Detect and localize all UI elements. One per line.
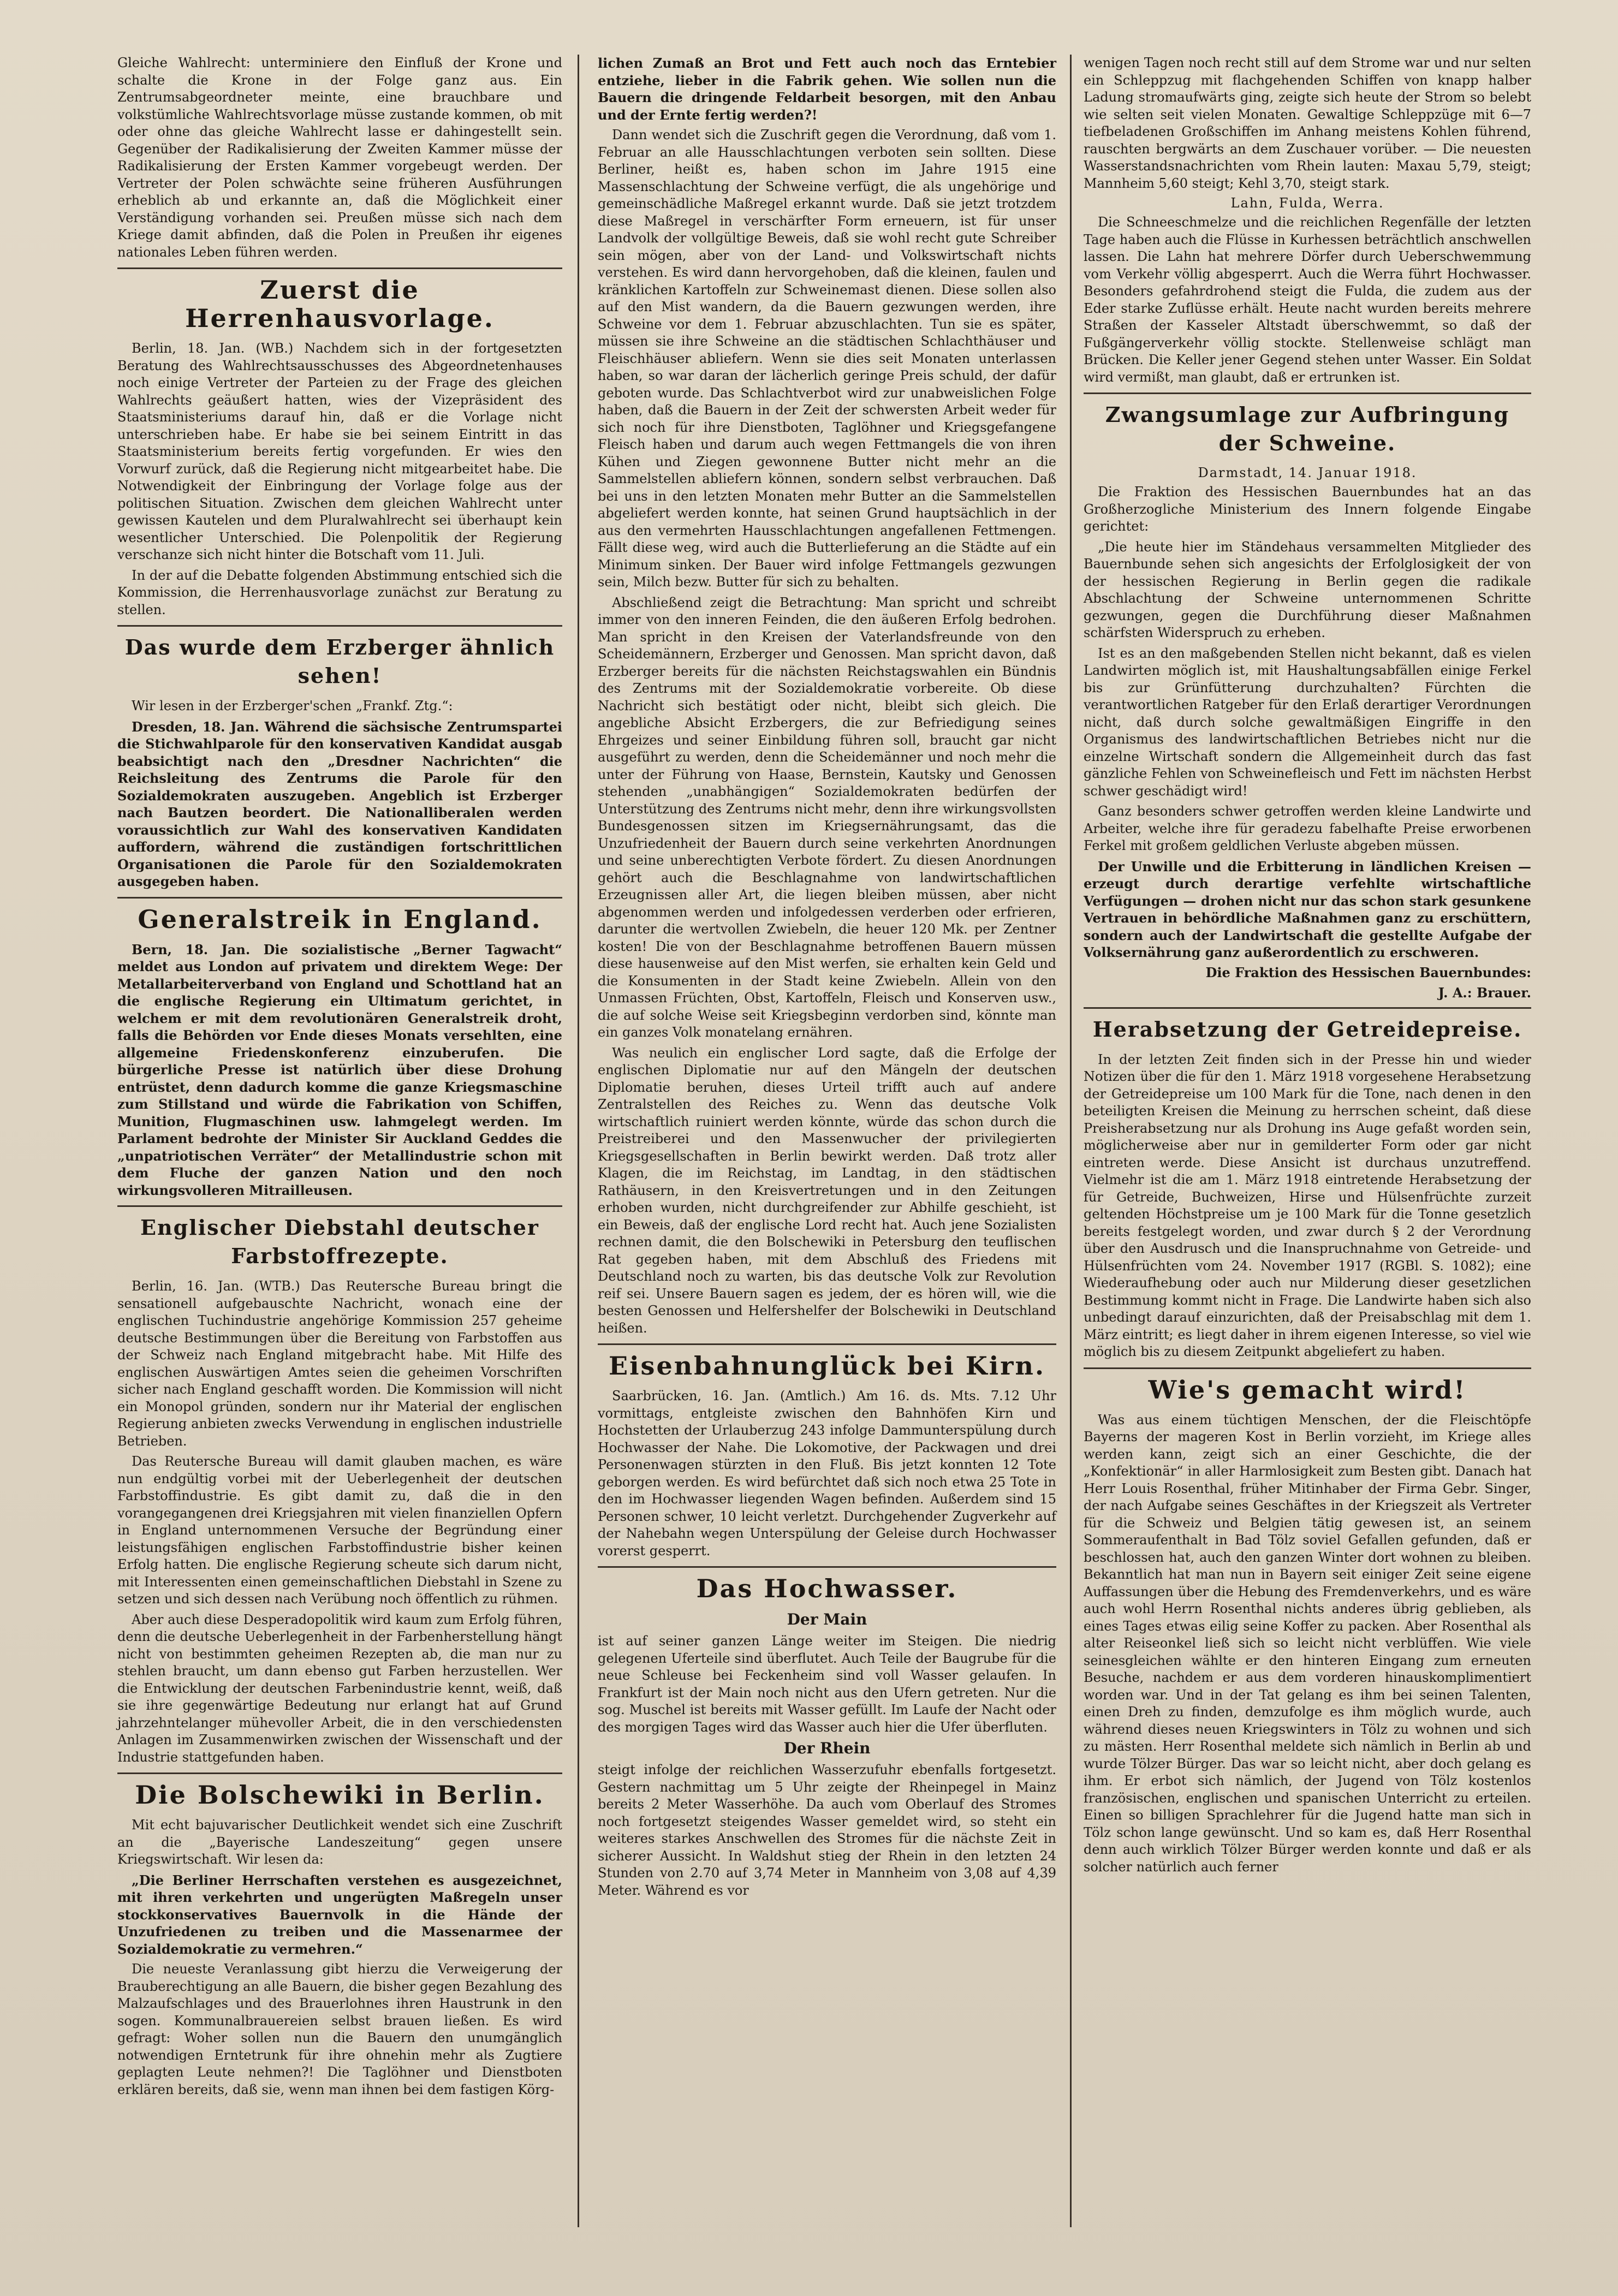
- paragraph: Aber auch diese Desperadopolitik wird kaum zum Erfolg führen, denn die deutsche Ueberlegenheit in der Farbenherstellung hängt nicht von bestimmten geheimen Rezepten ab, die man nur zu stehlen braucht, um dann ebenso gut Farben herzustellen. Wer die Entwicklung der deutschen Farbenindustrie kennt, weiß, daß sie ihre gegenwärtige Bedeutung nur erlangt hat auf Grund jahrzehntelanger mühevoller Arbeit, die in den verschiedensten Anlagen im Zusammenwirken zwischen der Wissenschaft und der Industrie stattgefunden haben.: [117, 1611, 562, 1765]
- headline-farbstoffrezepte: Englischer Diebstahl deutscher Farbstoffrezepte.: [140, 1215, 539, 1268]
- separator: [1084, 1007, 1531, 1009]
- separator: [1084, 1367, 1531, 1369]
- headline-hochwasser: Das Hochwasser.: [696, 1574, 958, 1603]
- paragraph: Die Fraktion des Hessischen Bauernbundes hat an das Großherzogliche Ministerium des Innern folgende Eingabe gerichtet:: [1084, 484, 1531, 534]
- headline-generalstreik: Generalstreik in England.: [138, 904, 542, 934]
- column-rule-2: [1070, 55, 1072, 2227]
- paragraph: Abschließend zeigt die Betrachtung: Man spricht und schreibt immer von den inneren Feinden, die den äußeren Erfolg bedrohen. Man spricht in den Kreisen der Vaterlandsfreunde von den Scheidemännern, Erzberger und Genossen. Man spricht davon, daß Erzberger bereits für die nächsten Reichstagswahlen ein Bündnis des Zentrums mit der Sozialdemokratie vorbereite. Ob diese Nachricht sich bestätigt oder nicht, bleibt sich gleich. Die angebliche Absicht Erzbergers, die zur Befriedigung seines Ehrgeizes und seiner Einbildung führen soll, braucht gar nicht ausgeführt zu werden, denn die Scheidemänner und noch mehr die unter der Führung von Haase, Bernstein, Kautsky und Genossen stehenden „unabhängigen“ Sozialdemokraten bedürfen der Unterstützung des Zentrums nicht mehr, denn ihre wirkungsvollsten Bundesgenossen sitzen im Kriegsernährungsamt, das die Unzufriedenheit der Bauern durch seine verkehrten Anordnungen und seine unberechtigten Verbote fördert. Zu diesen Anordnungen gehört auch die Beschlagnahme von landwirtschaftlichen Erzeugnissen aller Art, die liegen bleiben müssen, aber nicht abgenommen werden und infolgedessen verderben oder erfrieren, darunter die wertvollen Zwiebeln, die heuer 120 Mk. per Zentner kosten! Die von der Beschlagnahme betroffenen Bauern müssen diese hausenweise auf den Mist werfen, sie erhalten kein Geld und die Konsumenten in der Stadt keine Zwiebeln. Allein von den Unmassen Früchten, Obst, Kartoffeln, Fleisch und Konserven usw., die auf solche Weise seit Kriegsbeginn verdorben sind, könnte man ein ganzes Volk monatelang ernähren.: [598, 594, 1056, 1040]
- headline-herrenhausvorlage: Zuerst die Herrenhausvorlage.: [185, 275, 495, 333]
- paragraph: Der Unwille und die Erbitterung in ländlichen Kreisen — erzeugt durch derartige verfehlte wirtschaftliche Verfügungen — drohen nicht nur das schon stark gesunkene Vertrauen in behördliche Maßnahmen ganz zu erschüttern, sondern auch der Landwirtschaft die gestellte Aufgabe der Volksernährung ganz außerordentlich zu erschweren.: [1084, 858, 1531, 960]
- separator: [598, 1343, 1056, 1345]
- headline-wies-gemacht: Wie's gemacht wird!: [1148, 1375, 1467, 1405]
- paragraph: Ist es an den maßgebenden Stellen nicht bekannt, daß es vielen Landwirten möglich ist, mit Haushaltungsabfällen einige Ferkel bis zur Grünfütterung durchzuhalten? Fürchten die verantwortlichen Ratgeber für den Erlaß derartiger Verordnungen nicht, daß durch solche gewaltmäßigen Eingriffe in den Organismus des landwirtschaftlichen Betriebes nicht nur die einzelne Wirtschaft sondern die Allgemeinheit durch das fast gänzliche Fehlen von Schweinefleisch und Fett im nächsten Herbst schwer geschädigt wird!: [1084, 645, 1531, 799]
- separator: [598, 1566, 1056, 1568]
- separator: [117, 625, 562, 627]
- paragraph: Das Reutersche Bureau will damit glauben machen, es wäre nun endgültig vorbei mit der Ueberlegenheit der deutschen Farbstoffindustrie. Es gibt damit zu, daß die in den vorangegangenen drei Kriegsjahren mit vielen finanziellen Opfern in England unternommenen Versuche der Begründung einer leistungsfähigen englischen Farbstoffindustrie bisher keinen Erfolg hatten. Die englische Regierung scheute sich darum nicht, mit Interessenten einen gemeinschaftlichen Diebstahl in Szene zu setzen und sich dessen nach Verübung noch öffentlich zu rühmen.: [117, 1454, 562, 1607]
- paragraph: ist auf seiner ganzen Länge weiter im Steigen. Die niedrig gelegenen Uferteile sind überflutet. Auch Teile der Baugrube für die neue Schleuse bei Feckenheim sind voll Wasser gelaufen. In Frankfurt ist der Main noch nicht aus den Ufern getreten. Nur die sog. Muschel ist bereits mit Wasser gefüllt. Im Laufe der Nacht oder des morgigen Tages wird das Wasser auch hier die Ufer überfluten.: [598, 1633, 1056, 1735]
- paragraph: Die neueste Veranlassung gibt hierzu die Verweigerung der Brauberechtigung an alle Bauern, die bisher gegen Bezahlung des Malzaufschlages und des Brauerlohnes ihren Haustrunk in den sogen. Kommunalbrauereien selbst brauen ließen. Es wird gefragt: Woher sollen nun die Bauern den unumgänglich notwendigen Erntetrunk für ihre ohnehin mehr als Zugtiere geplagten Leute nehmen?! Die Taglöhner und Dienstboten erklären bereits, daß sie, wenn man ihnen bei dem fastigen Körg-: [117, 1961, 562, 2097]
- paragraph: In der letzten Zeit finden sich in der Presse hin und wieder Notizen über die für den 1. März 1918 vorgesehene Herabsetzung der Getreidepreise um 100 Mark für die Tone, nach denen in den beteiligten Kreisen die Meinung zu herrschen scheint, daß diese Preisherabsetzung nur als Drohung ins Auge gefaßt worden sein, möglicherweise aber nur in gemilderter Form oder gar nicht eintreten werde. Diese Ansicht ist durchaus unzutreffend. Vielmehr ist die am 1. März 1918 eintretende Herabsetzung der für Getreide, Buchweizen, Hirse und Hülsenfrüchte zurzeit geltenden Höchstpreise um je 100 Mark für die Tonne gesetzlich bereits festgelegt worden, und zwar durch § 2 der Verordnung über den Ausdrusch und die Inanspruchnahme von Getreide- und Hülsenfrüchten vom 24. November 1917 (RGBl. S. 1082); eine Wiederaufhebung oder auch nur Milderung dieser gesetzlichen Bestimmung kommt nicht in Frage. Die Landwirte haben sich also unbedingt darauf einzurichten, daß der Preisabschlag mit dem 1. März eintritt; es liegt daher in ihrem eigenen Interesse, so viel wie möglich bis zu diesem Zeitpunkt abgeliefert zu haben.: [1084, 1051, 1531, 1359]
- paragraph: Was aus einem tüchtigen Menschen, der die Fleischtöpfe Bayerns der mageren Kost in Berlin vorzieht, im Kriege alles werden kann, zeigt sich an einer Geschichte, die der „Konfektionär“ in aller Harmlosigkeit zum Besten gibt. Danach hat Herr Louis Rosenthal, früher Mitinhaber der Firma Gebr. Singer, der nach Aufgabe seines Geschäftes in der Kriegszeit als Vertreter für die Schweiz und Belgien tätig gewesen ist, an seinem Sommeraufenthalt in Bad Tölz soviel Gefallen gefunden, daß er beschlossen hat, auch den ganzen Winter dort wohnen zu bleiben. Bekanntlich hat man nun in Bayern seit einiger Zeit seine eigene Auffassungen über die Hebung des Fremdenverkehrs, und es wäre auch wohl Herrn Rosenthal nichts anderes übrig geblieben, als eines Tages etwas eilig seine Koffer zu packen. Aber Rosenthal als alter Reiseonkel ließ sich so leicht nicht verblüffen. Wie viele seinesgleichen wählte er den hinteren Eingang zum erneuten Besuche, nachdem er aus dem vorderen hinauskomplimentiert worden war. Und in der Tat gelang es ihm bei seinen Talenten, einen Dreh zu finden, demzufolge es ihm möglich wurde, auch während dieses neuen Kriegswinters in Tölz zu wohnen und sich zu mästen. Herr Rosenthal meldete sich nämlich in Berlin ab und wurde Tölzer Bürger. Das war so leicht nicht, aber doch gelang es ihm. Er erbot sich nämlich, der Jugend von Tölz kostenlos französischen, englischen und spanischen Unterricht zu erteilen. Einen so billigen Sprachlehrer für die Jugend hatte man sich in Tölz schon lange gewünscht. Und so kam es, daß Herr Rosenthal denn auch wirklich Tölzer Bürger werden konnte und daß er als solcher natürlich auch ferner: [1084, 1412, 1531, 1875]
- headline-bolschewiki: Die Bolschewiki in Berlin.: [135, 1780, 545, 1810]
- paragraph: Dann wendet sich die Zuschrift gegen die Verordnung, daß vom 1. Februar an alle Hausschlachtungen verboten sein sollten. Diese Berliner, heißt es, haben schon im Jahre 1915 eine Massenschlachtung der Schweine verfügt, die als ungehörige und gemeinschädliche Maßregel erkannt wurde. Daß sie jetzt trotzdem diese Maßregel in verschärfter Form erneuern, ist für unser Landvolk der vollgültige Beweis, daß sie wohl recht gute Schreiber sein mögen, aber von der Land- und Volkswirtschaft nichts verstehen. Es wird dann hervorgehoben, daß die kleinen, faulen und kränklichen Kartoffeln zur Schweinemast dienen. Diese sollen also auf den Mist wandern, da die Bauern gezwungen werden, ihre Schweine vor dem 1. Februar abzuschlachten. Tun sie es später, müssen sie ihre Schweine an die städtischen Schlachthäuser und Fleischhäuser abliefern. Wenn sie dies seit Monaten unterlassen haben, so war daran der lächerlich geringe Preis schuld, der dafür geboten wurde. Das Schlachtverbot wird zur unabweislichen Folge haben, daß die Bauern in der Zeit der schwersten Arbeit weder für sich noch für ihre Dienstboten, Taglöhner und Kriegsgefangene Fleisch haben und darum auch wegen Fettmangels die von ihren Kühen und Ziegen gewonnene Butter nicht mehr an die Sammelstellen abliefern können, sondern selbst verbrauchen. Daß bei uns in den letzten Monaten mehr Butter an die Sammelstellen abgeliefert werden konnte, hat seinen Grund hauptsächlich in der aus den vermehrten Hausschlachtungen angefallenen Fettmengen. Fällt diese weg, wird auch die Butterlieferung an die Städte auf ein Minimum sinken. Der Bauer wird infolge Fettmangels gezwungen sein, Milch bezw. Butter für sich zu behalten.: [598, 127, 1056, 590]
- paragraph: Mit echt bajuvarischer Deutlichkeit wendet sich eine Zuschrift an die „Bayerische Landeszeitung“ gegen unsere Kriegswirtschaft. Wir lesen da:: [117, 1817, 562, 1867]
- paragraph: In der auf die Debatte folgenden Abstimmung entschied sich die Kommission, die Herrenhausvorlage zunächst zur Beratung zu stellen.: [117, 567, 562, 617]
- paragraph: steigt infolge der reichlichen Wasserzufuhr ebenfalls fortgesetzt. Gestern nachmittag um 5 Uhr zeigte der Rheinpegel in Mainz bereits 2 Meter Wasserhöhe. Da auch vom Oberlauf des Stromes noch fortgesetzt steigendes Wasser gemeldet wird, so steht ein weiteres starkes Anschwellen des Stromes für die nächste Zeit in sicherer Aussicht. In Waldshut stieg der Rhein in den letzten 24 Stunden von 2.70 auf 3,74 Meter in Mannheim von 3,08 auf 4,39 Meter. Während es vor: [598, 1762, 1056, 1898]
- paragraph: „Die Berliner Herrschaften verstehen es ausgezeichnet, mit ihren verkehrten und ungerügten Maßregeln unser stockkonservatives Bauernvolk in die Hände der Unzufriedenen zu treiben und die Massenarmee der Sozialdemokratie zu vermehren.“: [117, 1872, 562, 1957]
- paragraph: Dresden, 18. Jan. Während die sächsische Zentrumspartei die Stichwahlparole für den konservativen Kandidat ausgab beabsichtigt nach den „Dresdner Nachrichten“ die Reichsleitung des Zentrums die Parole für den Sozialdemokraten auszugeben. Angeblich ist Erzberger nach Bautzen beordert. Die Nationalliberalen werden voraussichtlich zur Wahl des konservativen Kandidaten auffordern, während die zuständigen fortschrittlichen Organisationen die Parole für den Sozialdemokraten ausgegeben haben.: [117, 718, 562, 889]
- headline-zwangsumlage: Zwangsumlage zur Aufbringung der Schweine.: [1105, 402, 1510, 455]
- signature-line: Die Fraktion des Hessischen Bauernbundes:: [1205, 964, 1531, 980]
- paragraph: Berlin, 18. Jan. (WB.) Nachdem sich in der fortgesetzten Beratung des Wahlrechtsausschusses des Abgeordnetenhauses noch einige Vertreter der Parteien zu der Frage des gleichen Wahlrechts geäußert hatten, wies der Vizepräsident des Staatsministeriums darauf hin, daß er die Vorlage nicht unterschrieben habe. Er habe sie bei seinem Eintritt in das Staatsministerium bereits fertig vorgefunden. Er wies den Vorwurf zurück, daß die Regierung nicht mitgearbeitet habe. Die Notwendigkeit der Einbringung der Vorlage folge aus der politischen Situation. Zwischen dem gleichen Wahlrecht unter gewissen Kautelen und dem Pluralwahlrecht sei überhaupt kein wesentlicher Unterschied. Die Polenpolitik der Regierung verschanze sich nicht hinter die Botschaft vom 11. Juli.: [117, 341, 562, 562]
- paragraph: Ganz besonders schwer getroffen werden kleine Landwirte und Arbeiter, welche ihre für geradezu fabelhafte Preise erworbenen Ferkel mit großem geldlichen Verluste abgeben müssen.: [1084, 804, 1531, 853]
- separator: [117, 1205, 562, 1207]
- column-3: [1078, 55, 1537, 2260]
- paragraph: Bern, 18. Jan. Die sozialistische „Berner Tagwacht“ meldet aus London auf privatem und direktem Wege: Der Metallarbeiterverband von England und Schottland hat an die englische Regierung ein Ultimatum gerichtet, in welchem er mit dem revolutionären Generalstreik droht, falls die Behörden vor Ende dieses Monats versehlten, eine allgemeine Friedenskonferenz einzuberufen. Die bürgerliche Presse ist natürlich über diese Drohung entrüstet, denn dadurch komme die ganze Kriegsmaschine zum Stillstand und würde die Fabrikation von Schiffen, Munition, Flugmaschinen usw. lahmgelegt werden. Im Parlament bedrohte der Minister Sir Auckland Geddes die „unpatriotischen Verräter“ der Metallindustrie schon mit dem Fluche der ganzen Nation und den noch wirkungsvolleren Mitrailleusen.: [117, 941, 562, 1198]
- paragraph: „Die heute hier im Ständehaus versammelten Mitglieder des Bauernbunde sehen sich angesichts der Erfolglosigkeit der von der hessischen Regierung in Berlin gegen die radikale Abschlachtung der Schweine unternommenen Schritte gezwungen, gegen die Durchführung dieser Maßnahmen schärfsten Widerspruch zu erheben.: [1084, 539, 1531, 640]
- subheading-lahn: Lahn, Fulda, Werra.: [1230, 195, 1384, 211]
- paragraph: Saarbrücken, 16. Jan. (Amtlich.) Am 16. ds. Mts. 7.12 Uhr vormittags, entgleiste zwischen den Bahnhöfen Kirn und Hochstetten der Urlauberzug 243 infolge Dammunterspülung durch Hochwasser der Nahe. Die Lokomotive, der Packwagen und drei Personenwagen stürzten in den Fluß. Bis jetzt konnten 12 Tote geborgen werden. Es wird befürchtet daß sich noch etwa 25 Tote in den im Hochwasser liegenden Wagen befinden. Außerdem sind 15 Personen schwer, 10 leicht verletzt. Durchgehender Zugverkehr auf der Nahebahn wegen Unterspülung der Geleise durch Hochwasser vorerst gesperrt.: [598, 1388, 1056, 1559]
- column-rule-1: [578, 55, 579, 2227]
- separator: [117, 267, 562, 269]
- headline-eisenbahnunglueck: Eisenbahnunglück bei Kirn.: [609, 1351, 1045, 1381]
- article-continuation: wenigen Tagen noch recht still auf dem Strome war und nur selten ein Schleppzug mit flachgehenden Schiffen von knapp halber Ladung stromaufwärts ging, zeigte sich heute der Strom so belebt wie selten seit vielen Monaten. Gewaltige Schleppzüge mit 6—7 tiefbeladenen Großschiffen im Anhang meistens Kohlen führend, rauschten bergwärts an dem Zuschauer vorüber. — Die neuesten Wasserstandsnachrichten vom Rhein lauten: Maxau 5,79, steigt; Mannheim 5,60 steigt; Kehl 3,70, steigt stark.: [1084, 55, 1531, 191]
- separator: [117, 897, 562, 899]
- subheading-main: Der Main: [787, 1610, 867, 1628]
- subheading-rhein: Der Rhein: [783, 1739, 871, 1757]
- paragraph: Die Schneeschmelze und die reichlichen Regenfälle der letzten Tage haben auch die Flüsse in Kurhessen beträchtlich anschwellen lassen. Die Lahn hat mehrere Dörfer durch Ueberschwemmung vom Verkehr völlig abgesperrt. Auch die Werra führt Hochwasser. Besonders gefahrdrohend steigt die Fulda, die zudem aus der Eder starke Zuflüsse erhält. Heute nacht wurden bereits mehrere Straßen der Kasseler Altstadt überschwemmt, so daß der Fußgängerverkehr völlig stockte. Stellenweise schlägt man Brücken. Die Keller jener Gegend stehen unter Wasser. Ein Soldat wird vermißt, man glaubt, daß er ertrunken ist.: [1084, 215, 1531, 385]
- headline-getreidepreise: Herabsetzung der Getreidepreise.: [1092, 1016, 1522, 1042]
- separator: [117, 1772, 562, 1774]
- column-1: [112, 55, 568, 2260]
- separator: [1084, 392, 1531, 394]
- paragraph: Wir lesen in der Erzberger'schen „Frankf. Ztg.“:: [132, 698, 453, 713]
- article-continuation: Gleiche Wahlrecht: unterminiere den Einfluß der Krone und schalte die Krone in der Folge ganz aus. Ein Zentrumsabgeordneter meinte, eine brauchbare und volkstümliche Wahlrechtsvorlage müsse zustande kommen, ob mit oder ohne das gleiche Wahlrecht lasse er dahingestellt sein. Gegenüber der Radikalisierung der Zweiten Kammer müsse der Radikalisierung der Ersten Kammer vorgebeugt werden. Der Vertreter der Polen schwächte seine früheren Ausführungen erheblich ab und erkannte an, daß die Möglichkeit einer Verständigung vorhanden sei. Preußen müsse sich nach dem Kriege damit abfinden, daß die Polen in Preußen ihr eigenes nationales Leben führen werden.: [117, 55, 562, 260]
- paragraph: Was neulich ein englischer Lord sagte, daß die Erfolge der englischen Diplomatie nur auf den Mängeln der deutschen Diplomatie beruhen, dieses Urteil trifft auch auf andere Zentralstellen des Reiches zu. Wenn das deutsche Volk wirtschaftlich ruiniert werden könnte, würde das schon durch die Preistreiberei und den Massenwucher der privilegierten Kriegsgesellschaften in Berlin bewirkt werden. Daß trotz aller Klagen, die im Reichstag, im Landtag, in den städtischen Rathäusern, in den Kreisvertretungen und in den Zeitungen erhoben wurden, nicht durchgreifender zur Abhilfe geschieht, ist ein Beweis, daß der englische Lord recht hat. Auch jene Sozialisten rechnen damit, die den Bolschewiki in Petersburg den teuflischen Rat gegeben haben, mit dem Abschluß des Friedens mit Deutschland noch zu warten, bis das deutsche Volk zur Revolution reif sei. Unsere Bauern sagen es jedem, der es hören will, wie die besten Genossen und Helfershelfer der Bolschewiki in Deutschland heißen.: [598, 1045, 1056, 1336]
- signature-name: J. A.: Brauer.: [1438, 984, 1531, 1001]
- article-continuation: lichen Zumaß an Brot und Fett auch noch das Erntebier entziehe, lieber in die Fabrik gehen. Wie sollen nun die Bauern die dringende Feldarbeit besorgen, mit den Anbau und der Ernte fertig werden?!: [598, 55, 1056, 123]
- column-2: [592, 55, 1062, 2260]
- dateline: Darmstadt, 14. Januar 1918.: [1198, 465, 1417, 480]
- paragraph: Berlin, 16. Jan. (WTB.) Das Reutersche Bureau bringt die sensationell aufgebauschte Nachricht, wonach eine der englischen Tuchindustrie angehörige Kommission 257 geheime deutsche Bestimmungen über die Bereitung von Farbstoffen aus der Schweiz nach England mitgebracht habe. Mit Hilfe des englischen Auswärtigen Amtes seien die geheimen Vorschriften sicher nach England geschafft worden. Die Kommission will nicht ein Monopol gründen, sondern nur ihr Material der englischen Regierung anbieten zwecks Verwendung in englischen industrielle Betrieben.: [117, 1278, 562, 1449]
- headline-erzberger: Das wurde dem Erzberger ähnlich sehen!: [124, 635, 555, 688]
